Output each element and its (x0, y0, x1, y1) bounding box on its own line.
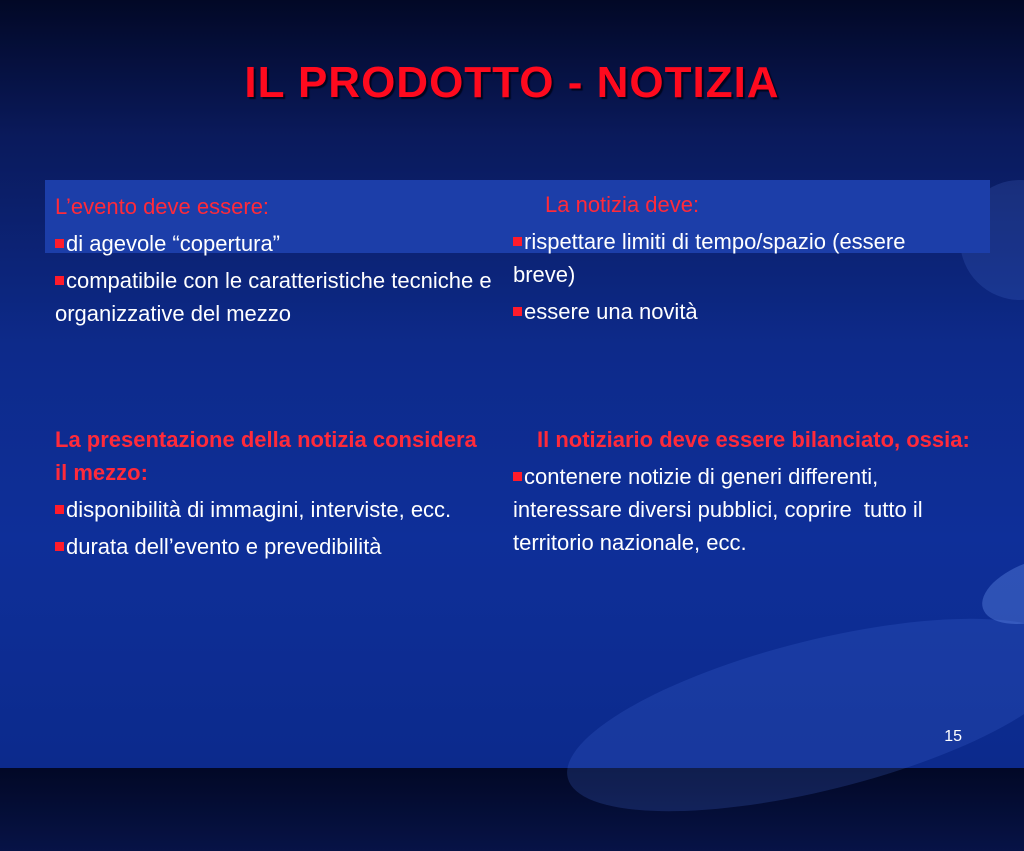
list-item-text: di agevole “copertura” (66, 231, 281, 256)
bullet-icon (513, 237, 522, 246)
bullet-icon (55, 239, 64, 248)
bullet-icon (55, 542, 64, 551)
list-item (513, 460, 973, 559)
list-item (55, 227, 495, 260)
list-item-text: compatibile con le caratteristiche tecniche e organizzative del mezzo (55, 268, 492, 326)
bullet-icon (513, 472, 522, 481)
cell-top-right (513, 188, 973, 328)
page-number: 15 (944, 728, 962, 745)
cell-heading: La presentazione della notizia considera il mezzo: (55, 427, 477, 485)
list-item-text: disponibilità di immagini, interviste, ecc. (66, 497, 452, 522)
list-item (513, 225, 973, 291)
cell-heading: La notizia deve: (545, 192, 700, 217)
bullet-icon (513, 307, 522, 316)
list-item (55, 530, 495, 563)
list-item-text: essere una novità (524, 299, 698, 324)
content-table (45, 180, 990, 640)
list-item (55, 493, 495, 526)
list-item-text: contenere notizie di generi differenti, interessare diversi pubblici, coprire tutto il territorio nazionale, ecc. (513, 464, 929, 555)
bullet-icon (55, 505, 64, 514)
cell-heading: Il notiziario deve essere bilanciato, ossia: (537, 427, 970, 452)
slide-title: IL PRODOTTO - NOTIZIA (244, 58, 780, 107)
list-item (513, 295, 973, 328)
cell-bottom-right (513, 423, 973, 559)
bullet-icon (55, 276, 64, 285)
cell-bottom-left (55, 423, 495, 563)
list-item-text: durata dell’evento e prevedibilità (66, 534, 382, 559)
list-item (55, 264, 495, 330)
cell-heading: L’evento deve essere: (55, 194, 270, 219)
list-item-text: rispettare limiti di tempo/spazio (essere breve) (513, 229, 906, 287)
cell-top-left (55, 190, 495, 330)
